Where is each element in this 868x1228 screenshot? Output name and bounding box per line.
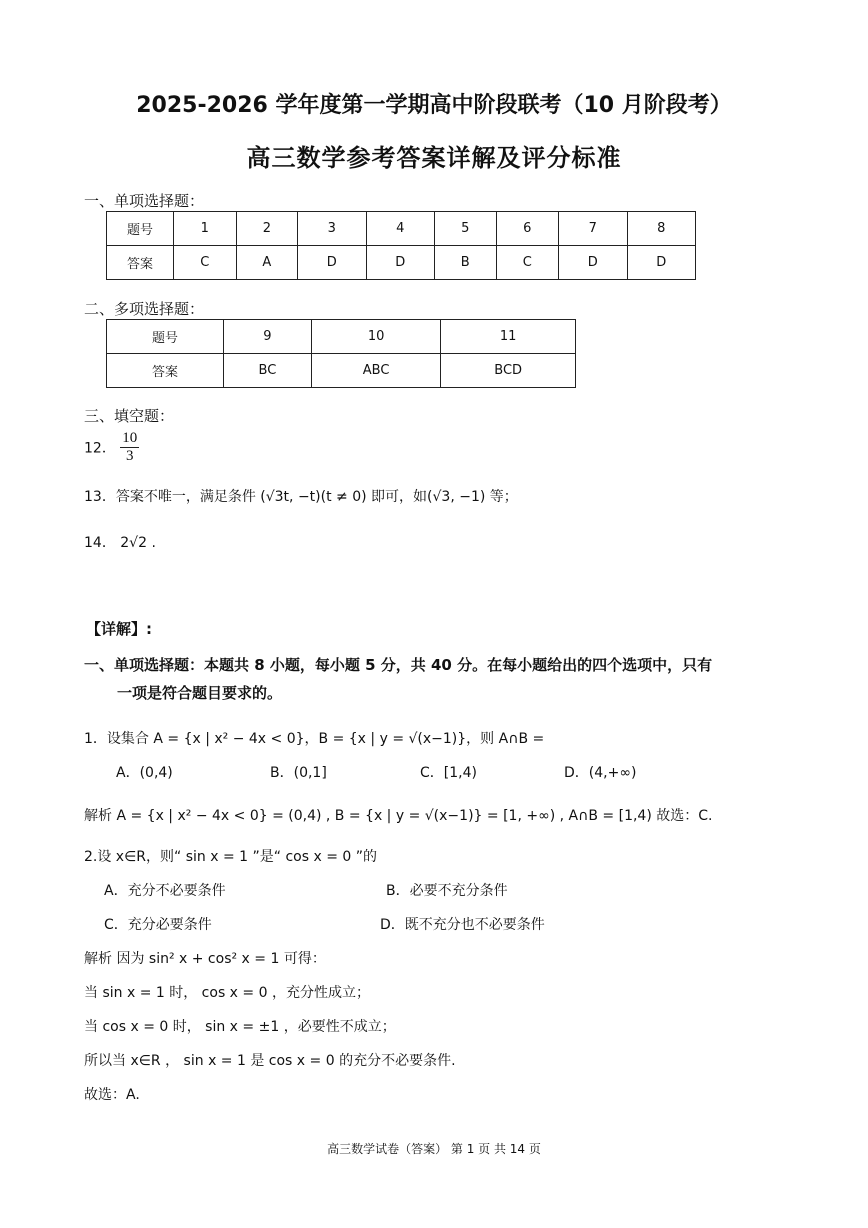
question-1-stem: 1．设集合 A = {x | x² − 4x < 0}，B = {x | y = √(x−1)}，则 A∩B = (84, 731, 545, 747)
question-2-analysis-line: 故选：A. (84, 1087, 140, 1103)
question-2-analysis-line: 所以当 x∈R ， sin x = 1 是 cos x = 0 的充分不必要条件. (84, 1053, 456, 1069)
table-cell: 5 (434, 212, 496, 246)
table-cell: ABC (311, 354, 440, 388)
multi-choice-answer-table (106, 319, 576, 388)
question-2-analysis-line: 解析 因为 sin² x + cos² x = 1 可得： (84, 951, 326, 967)
table-cell: 9 (224, 320, 312, 354)
detail-intro-line1: 一、单项选择题：本题共 8 小题，每小题 5 分，共 40 分。在每小题给出的四个选项中，只有 (84, 656, 713, 674)
table-header-cell: 题号 (107, 320, 224, 354)
question-2-option-a: A．充分不必要条件 (104, 883, 226, 899)
table-cell: 10 (311, 320, 440, 354)
detail-intro-line2: 一项是符合题目要求的。 (117, 684, 283, 702)
table-cell: C (496, 246, 559, 280)
answer-14: 14． 2√2 . (84, 535, 156, 551)
table-cell: BC (224, 354, 312, 388)
single-choice-answer-table (106, 211, 696, 280)
table-cell: 6 (496, 212, 559, 246)
table-cell: D (366, 246, 434, 280)
table-row (107, 212, 696, 246)
table-cell: BCD (441, 354, 576, 388)
table-row (107, 246, 696, 280)
section3-heading: 三、填空题： (84, 407, 175, 425)
question-2-analysis-line: 当 cos x = 0 时， sin x = ±1 ，必要性不成立； (84, 1019, 396, 1035)
document-title: 2025-2026 学年度第一学期高中阶段联考（10 月阶段考） (136, 93, 732, 118)
table-row (107, 354, 576, 388)
answer-12 (84, 430, 139, 465)
table-row (107, 320, 576, 354)
table-header-cell: 答案 (107, 354, 224, 388)
table-cell: 4 (366, 212, 434, 246)
table-header-cell: 答案 (107, 246, 174, 280)
table-cell: D (627, 246, 696, 280)
question-1-option-b: B．(0,1] (270, 765, 327, 781)
table-cell: C (174, 246, 237, 280)
page-footer: 高三数学试卷（答案） 第 1 页 共 14 页 (327, 1142, 541, 1156)
table-cell: 3 (298, 212, 366, 246)
fraction (120, 430, 139, 465)
question-2-option-b: B．必要不充分条件 (386, 883, 508, 899)
question-1-option-d: D．(4,+∞) (564, 765, 637, 781)
table-cell: D (559, 246, 627, 280)
table-cell: 11 (441, 320, 576, 354)
table-header-cell: 题号 (107, 212, 174, 246)
document-subtitle: 高三数学参考答案详解及评分标准 (246, 144, 622, 172)
table-cell: B (434, 246, 496, 280)
fraction-numerator: 10 (122, 430, 138, 446)
question-2-analysis-line: 当 sin x = 1 时， cos x = 0 ，充分性成立； (84, 985, 370, 1001)
section1-heading: 一、单项选择题： (84, 192, 205, 210)
question-1-analysis: 解析 A = {x | x² − 4x < 0} = (0,4) , B = {x | y = √(x−1)} = [1, +∞) , A∩B = [1,4) 故选：C. (84, 808, 713, 824)
answer-13: 13．答案不唯一，满足条件 (√3t, −t)(t ≠ 0) 即可，如(√3, −1) 等； (84, 489, 518, 505)
table-cell: 1 (174, 212, 237, 246)
table-cell: A (236, 246, 298, 280)
question-2-option-d: D．既不充分也不必要条件 (380, 917, 545, 933)
fraction-denominator: 3 (126, 448, 134, 464)
question-number: 12． (84, 440, 116, 457)
table-cell: D (298, 246, 366, 280)
table-cell: 8 (627, 212, 696, 246)
table-cell: 2 (236, 212, 298, 246)
question-2-stem: 2.设 x∈R，则“ sin x = 1 ”是“ cos x = 0 ”的 (84, 849, 377, 865)
section2-heading: 二、多项选择题： (84, 300, 205, 318)
question-2-option-c: C．充分必要条件 (104, 917, 212, 933)
question-1-option-c: C．[1,4) (420, 765, 477, 781)
question-1-option-a: A．(0,4) (116, 765, 173, 781)
table-cell: 7 (559, 212, 627, 246)
detail-heading: 【详解】: (86, 620, 152, 638)
